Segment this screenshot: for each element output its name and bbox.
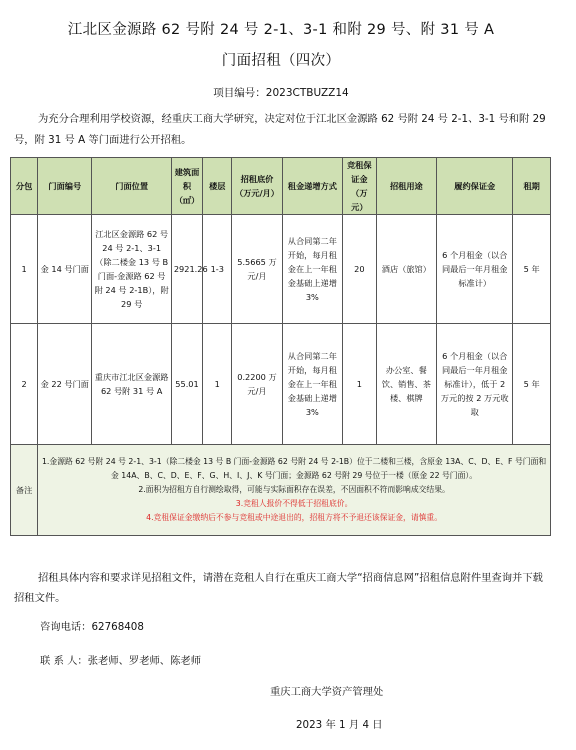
header-package: 分包 xyxy=(11,158,38,215)
contact-phone: 咨询电话：62768408 xyxy=(40,621,144,633)
signature: 重庆工商大学资产管理处 xyxy=(270,686,384,698)
cell-shop-code: 金 14 号门面 xyxy=(38,215,92,324)
header-performance-bond: 履约保证金 xyxy=(437,158,513,215)
remark-item-1: 1.金源路 62 号附 24 号 2-1、3-1（除二楼金 13 号 B 门面-金源路 62 号附 24 号 2-1B）位于二楼和三楼，含原金 13A、C、D、E、F 号门面和金 14A、B、C、D、E、F、G、H、I、J、K 号门面；金源路 62 号附 29 号位于一楼（原金 22 号门面）。 xyxy=(41,457,547,480)
header-term: 租期 xyxy=(513,158,551,215)
table-header-row xyxy=(11,158,551,215)
cell-package: 2 xyxy=(11,324,38,445)
cell-base-price: 0.2200 万元/月 xyxy=(232,324,282,445)
footer-text: 招租具体内容和要求详见招租文件，请潜在竞租人自行在重庆工商大学“招商信息网”招租信息附件里查询并下载招租文件。 xyxy=(14,572,543,604)
contact-people: 联 系 人：张老师、罗老师、陈老师 xyxy=(40,655,201,667)
remarks-row xyxy=(11,445,551,536)
cell-usage: 办公室、餐饮、销售、茶楼、棋牌 xyxy=(376,324,437,445)
header-base-price: 招租底价（万元/月） xyxy=(232,158,282,215)
cell-deposit: 1 xyxy=(343,324,376,445)
remark-item-3: 3.竞租人报价不得低于招租底价。 xyxy=(235,499,353,508)
footer-paragraph xyxy=(14,568,550,608)
project-number: 项目编号：2023CTBUZZ14 xyxy=(213,87,349,99)
cell-increase: 从合同第二年开始，每月租金在上一年租金基础上递增 3% xyxy=(282,215,343,324)
cell-deposit: 20 xyxy=(343,215,376,324)
cell-base-price: 5.5665 万元/月 xyxy=(232,215,282,324)
cell-area: 55.01 xyxy=(171,324,202,445)
document-title-line1: 江北区金源路 62 号附 24 号 2-1、3-1 和附 29 号、附 31 号 A xyxy=(67,22,495,38)
cell-floor: 1-3 xyxy=(203,215,232,324)
header-deposit: 竞租保证金（万元） xyxy=(343,158,376,215)
cell-area: 2921.26 xyxy=(171,215,202,324)
remarks-label: 备注 xyxy=(11,445,38,536)
cell-package: 1 xyxy=(11,215,38,324)
intro-text: 为充分合理利用学校资源，经重庆工商大学研究，决定对位于江北区金源路 62 号附 24 号 2-1、3-1 号和附 29 号，附 31 号 A 等门面进行公开招租。 xyxy=(14,113,546,146)
header-location: 门面位置 xyxy=(92,158,171,215)
cell-term: 5 年 xyxy=(513,215,551,324)
cell-floor: 1 xyxy=(203,324,232,445)
document-title-line2: 门面招租（四次） xyxy=(221,53,341,69)
intro-paragraph xyxy=(14,109,550,151)
cell-performance-bond: 6 个月租金（以合同最后一年月租金标准计），低于 2 万元的按 2 万元收取 xyxy=(437,324,513,445)
remarks-cell xyxy=(38,445,551,536)
cell-increase: 从合同第二年开始，每月租金在上一年租金基础上递增 3% xyxy=(282,324,343,445)
table-row xyxy=(11,215,551,324)
remark-item-4: 4.竞租保证金缴纳后不参与竞租或中途退出的，招租方将不予退还该保证金，请慎重。 xyxy=(146,513,443,522)
header-usage: 招租用途 xyxy=(376,158,437,215)
header-shop-code: 门面编号 xyxy=(38,158,92,215)
cell-term: 5 年 xyxy=(513,324,551,445)
header-increase: 租金递增方式 xyxy=(282,158,343,215)
header-area: 建筑面积（㎡） xyxy=(171,158,202,215)
table-row xyxy=(11,324,551,445)
document-date: 2023 年 1 月 4 日 xyxy=(296,719,383,731)
cell-location: 江北区金源路 62 号 24 号 2-1、3-1（除二楼金 13 号 B 门面-金源路 62 号附 24 号 2-1B），附 29 号 xyxy=(92,215,171,324)
cell-performance-bond: 6 个月租金（以合同最后一年月租金标准计） xyxy=(437,215,513,324)
rental-table xyxy=(10,157,551,536)
header-floor: 楼层 xyxy=(203,158,232,215)
remark-item-2: 2.面积为招租方自行测绘取得，可能与实际面积存在误差，不因面积不符而影响成交结果。 xyxy=(138,485,450,494)
cell-usage: 酒店（旅馆） xyxy=(376,215,437,324)
cell-location: 重庆市江北区金源路 62 号附 31 号 A xyxy=(92,324,171,445)
cell-shop-code: 金 22 号门面 xyxy=(38,324,92,445)
